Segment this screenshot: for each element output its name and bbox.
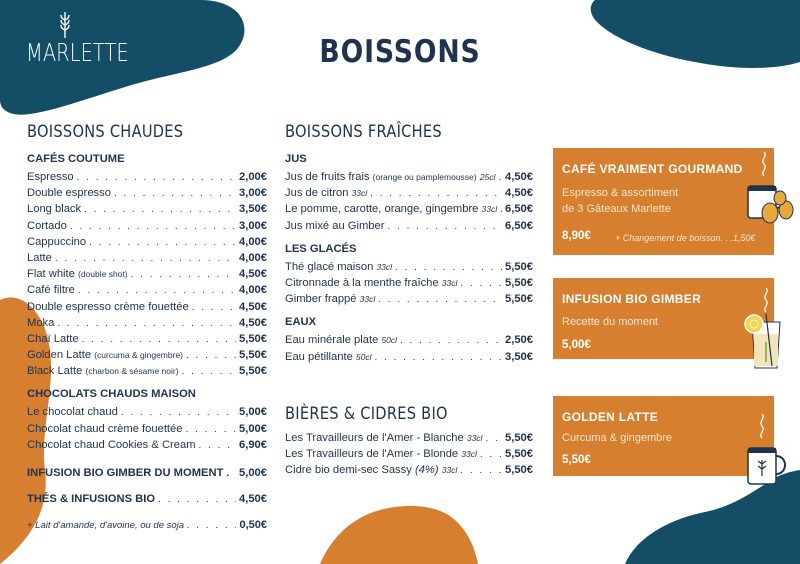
hot-drinks-column <box>27 151 267 534</box>
menu-row <box>285 430 533 446</box>
leader-dots <box>500 202 502 218</box>
item-volume: 33cl <box>481 204 498 215</box>
menu-row <box>27 169 267 185</box>
leader-dots <box>378 292 502 308</box>
thes-row <box>27 491 267 507</box>
item-name <box>285 446 477 462</box>
item-price: 3,00€ <box>239 219 267 232</box>
item-name <box>285 218 384 234</box>
item-name-text: Long black <box>27 203 82 216</box>
item-name <box>285 349 372 365</box>
item-name <box>285 291 375 307</box>
leader-dots <box>78 283 236 299</box>
menu-row <box>285 185 533 201</box>
menu-row <box>285 218 533 234</box>
item-price: 6,50€ <box>505 203 533 216</box>
item-price: 4,00€ <box>239 251 267 264</box>
item-price: 3,00€ <box>239 187 267 200</box>
card-desc: Curcuma & gingembre <box>562 432 673 444</box>
menu-row <box>285 349 533 365</box>
infusion-price: 5,00€ <box>239 467 267 479</box>
thes-name: THÉS & INFUSIONS BIO <box>27 493 156 506</box>
item-name <box>27 421 182 437</box>
leader-dots <box>185 422 236 438</box>
item-price: 3,50€ <box>505 350 533 363</box>
item-name <box>27 234 86 250</box>
leader-dots <box>375 350 502 366</box>
menu-row <box>285 462 533 478</box>
item-name <box>27 315 54 331</box>
item-price: 5,50€ <box>239 332 267 345</box>
item-name-text: Eau pétillante <box>285 350 353 363</box>
iced-glass-icon <box>740 286 800 370</box>
item-price: 4,50€ <box>239 300 267 313</box>
item-name <box>27 282 75 298</box>
menu-row <box>285 259 533 275</box>
menu-row <box>27 404 267 420</box>
menu-row <box>285 169 533 185</box>
menu-row <box>27 331 267 347</box>
leader-dots <box>186 348 236 364</box>
item-name <box>285 169 495 185</box>
item-price: 6,90€ <box>239 438 267 451</box>
item-name <box>27 347 183 363</box>
leader-dots <box>77 170 236 186</box>
item-name-text: Cidre bio demi-sec Sassy <box>285 464 412 477</box>
menu-row <box>27 347 267 363</box>
item-name-text: Le pomme, carotte, orange, gingembre <box>285 203 479 216</box>
beers-column <box>285 430 533 479</box>
item-name-text: Espresso <box>27 171 74 183</box>
chocolats-heading: CHOCOLATS CHAUDS MAISON <box>27 388 196 401</box>
card-desc: Recette du moment <box>562 316 658 328</box>
leader-dots <box>84 202 236 218</box>
item-name-text: Chocolat chaud Cookies & Cream <box>27 438 196 451</box>
beers-heading: BIÈRES & CIDRES BIO <box>285 404 448 424</box>
item-volume: 33cl <box>376 261 393 272</box>
leader-dots <box>89 235 236 251</box>
item-name-text: Citronnade à la menthe fraîche <box>285 276 439 289</box>
item-price: 4,50€ <box>239 316 267 329</box>
card-price: 8,90€ <box>562 230 591 242</box>
item-name <box>27 169 74 185</box>
leader-dots <box>226 466 236 482</box>
item-name-text: Chaï Latte <box>27 332 79 345</box>
item-price: 6,50€ <box>505 219 533 232</box>
card-desc-line: Espresso & assortiment <box>562 187 679 199</box>
item-price: 5,50€ <box>505 464 533 477</box>
item-price: 2,50€ <box>505 334 533 347</box>
leader-dots <box>121 405 236 421</box>
leader-dots <box>55 251 236 267</box>
leader-dots <box>498 170 502 186</box>
leader-dots <box>485 431 502 447</box>
card-price: 5,00€ <box>562 339 591 351</box>
item-name-text: Jus de fruits frais <box>285 171 370 183</box>
item-name-text: Black Latte <box>27 365 83 378</box>
item-note: (double shot) <box>77 269 128 280</box>
item-volume: 33cl <box>441 277 458 288</box>
mug-with-cakes-icon <box>740 150 798 230</box>
menu-row <box>27 363 267 379</box>
beers-list <box>285 430 533 479</box>
item-price: 5,50€ <box>505 276 533 289</box>
item-price: 5,50€ <box>505 448 533 461</box>
item-price: 4,50€ <box>505 171 533 183</box>
item-name <box>27 218 67 234</box>
item-name <box>285 185 367 201</box>
leader-dots <box>114 186 236 202</box>
item-volume: 33cl <box>359 294 376 305</box>
item-name <box>27 250 52 266</box>
item-volume: 25cl <box>479 172 496 182</box>
lait-price: 0,50€ <box>239 519 267 532</box>
item-name-text: Moka <box>27 316 55 329</box>
leader-dots <box>82 332 236 348</box>
card-extra: + Changement de boisson. . .1,50€ <box>615 233 756 243</box>
item-name <box>27 363 179 379</box>
menu-row <box>27 299 267 315</box>
item-price: 5,00€ <box>239 422 267 435</box>
item-price: 4,00€ <box>239 235 267 248</box>
item-volume: 33cl <box>351 188 368 199</box>
item-price: 3,50€ <box>239 203 267 216</box>
item-name-text: Les Travailleurs de l'Amer - Blanche <box>285 432 464 444</box>
menu-row <box>285 332 533 348</box>
leader-dots <box>395 260 502 276</box>
card-price: 5,50€ <box>562 454 591 466</box>
leader-dots <box>387 219 502 235</box>
golden-latte-mug-icon <box>740 414 798 490</box>
item-name <box>285 332 397 348</box>
menu-row <box>27 315 267 331</box>
lait-name: + Lait d'amande, d'avoine, ou de soja <box>27 520 185 532</box>
card-title: INFUSION BIO GIMBER <box>562 292 702 306</box>
menu-row <box>27 185 267 201</box>
item-name-text: Flat white <box>27 268 75 281</box>
item-price: 5,50€ <box>239 349 267 362</box>
leader-dots <box>192 300 236 316</box>
leader-dots <box>460 463 502 479</box>
item-name-text: Gimber frappé <box>285 293 357 306</box>
item-name-text: Chocolat chaud crème fouettée <box>27 422 183 435</box>
item-name-text: Jus de citron <box>285 187 349 200</box>
card-title: GOLDEN LATTE <box>562 410 659 424</box>
menu-row <box>27 218 267 234</box>
page-title: BOISSONS <box>319 34 481 70</box>
eaux-list <box>285 332 533 364</box>
item-name <box>27 404 118 420</box>
item-name <box>27 299 189 315</box>
item-name-text: Café filtre <box>27 284 75 297</box>
item-volume: 33cl <box>461 449 477 460</box>
logo-text: MARLETTE <box>26 38 129 67</box>
item-price: 2,00€ <box>239 171 267 183</box>
item-price: 4,50€ <box>505 187 533 200</box>
menu-row <box>27 282 267 298</box>
jus-list <box>285 169 533 234</box>
leader-dots <box>187 518 236 534</box>
glaces-heading: LES GLACÉS <box>285 242 357 255</box>
hot-drinks-heading: BOISSONS CHAUDES <box>27 122 184 142</box>
leader-dots <box>57 316 236 332</box>
item-name <box>27 185 111 201</box>
item-name-text: Le chocolat chaud <box>27 406 118 419</box>
item-name <box>27 331 79 347</box>
infusion-name: INFUSION BIO GIMBER DU MOMENT <box>27 467 224 479</box>
item-note: (orange ou pamplemousse) <box>372 172 477 182</box>
card-desc <box>562 185 678 217</box>
item-name <box>285 201 497 217</box>
menu-row <box>285 291 533 307</box>
item-name <box>285 430 482 446</box>
item-name <box>27 266 128 282</box>
item-note: (charbon & sésame noir) <box>85 366 179 377</box>
menu-row <box>27 421 267 437</box>
item-name-text: Double espresso <box>27 187 111 200</box>
item-name-text: Jus mixé au Gimber <box>285 219 385 232</box>
item-volume: 33cl <box>441 465 458 476</box>
chocolats-list <box>27 404 267 453</box>
item-price: 5,50€ <box>505 293 533 306</box>
leader-dots <box>131 267 236 283</box>
item-name-text: Les Travailleurs de l'Amer - Blonde <box>285 448 459 461</box>
item-price: 5,50€ <box>505 260 533 273</box>
thes-price: 4,50€ <box>239 493 267 506</box>
leader-dots <box>158 492 236 508</box>
leader-dots <box>480 447 502 463</box>
leader-dots <box>182 364 236 380</box>
item-name-text: Golden Latte <box>27 349 92 362</box>
bottom-orange-blob <box>320 500 480 564</box>
menu-row <box>27 201 267 217</box>
item-name-text: Thé glacé maison <box>285 260 374 273</box>
item-abv: (4%) <box>414 464 439 477</box>
menu-row <box>27 266 267 282</box>
coutume-list <box>27 169 267 379</box>
item-price: 4,00€ <box>239 284 267 297</box>
card-title: CAFÉ VRAIMENT GOURMAND <box>562 162 743 176</box>
jus-heading: JUS <box>285 153 307 165</box>
item-name-text: Double espresso crème fouettée <box>27 300 189 313</box>
menu-row <box>285 446 533 462</box>
item-note: (curcuma & gingembre) <box>94 350 183 361</box>
leader-dots <box>460 276 502 292</box>
menu-row <box>27 234 267 250</box>
leader-dots <box>199 438 236 454</box>
cold-drinks-column <box>285 151 533 365</box>
menu-row <box>27 437 267 453</box>
item-name <box>27 201 81 217</box>
item-name <box>285 275 457 291</box>
menu-row <box>27 250 267 266</box>
card-desc-line: de 3 Gâteaux Marlette <box>562 203 671 215</box>
menu-row <box>285 275 533 291</box>
item-price: 4,50€ <box>239 268 267 281</box>
item-name-text: Cortado <box>27 219 67 232</box>
item-price: 5,50€ <box>505 432 533 444</box>
eaux-heading: EAUX <box>285 316 317 329</box>
item-name-text: Cappuccino <box>27 235 87 248</box>
item-volume: 33cl <box>466 433 483 443</box>
cold-drinks-heading: BOISSONS FRAÎCHES <box>285 122 442 142</box>
item-name-text: Eau minérale plate <box>285 334 379 347</box>
leader-dots <box>70 219 236 235</box>
menu-row <box>285 201 533 217</box>
item-name <box>285 259 392 275</box>
infusion-row <box>27 465 267 481</box>
item-volume: 50cl <box>381 335 397 346</box>
item-name <box>285 462 457 478</box>
coutume-heading: CAFÉS COUTUME <box>27 153 125 165</box>
item-price: 5,00€ <box>239 406 267 419</box>
lait-row <box>27 517 267 533</box>
item-name <box>27 437 196 453</box>
item-volume: 50cl <box>355 351 372 362</box>
leader-dots <box>370 186 502 202</box>
item-price: 5,50€ <box>239 365 267 378</box>
leader-dots <box>400 333 502 349</box>
item-name-text: Latte <box>27 251 52 264</box>
glaces-list <box>285 259 533 308</box>
